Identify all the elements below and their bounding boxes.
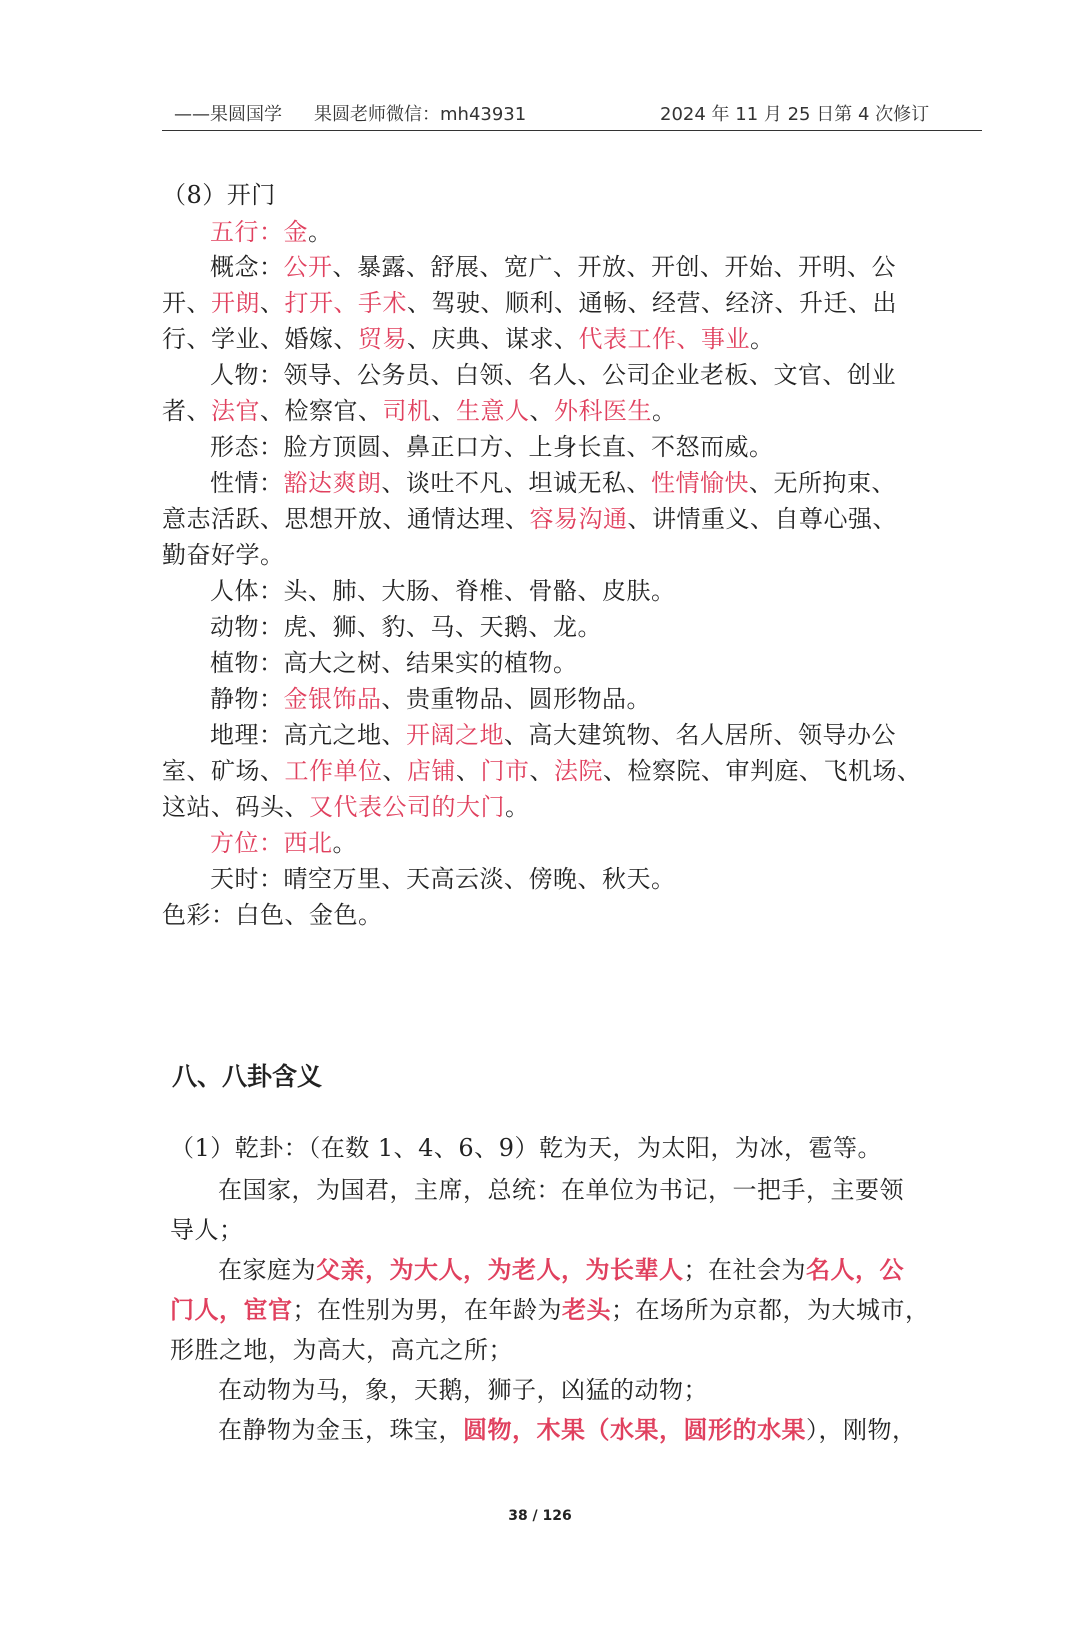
people-seg: 生意人 bbox=[456, 397, 530, 425]
concept-seg: 行、学业、婚嫁、 bbox=[162, 325, 358, 353]
people-seg: 司机 bbox=[382, 397, 432, 425]
concept-seg: 贸易 bbox=[358, 325, 407, 353]
qian-country-2: 导人； bbox=[170, 1216, 244, 1244]
objects-seg: 金银饰品 bbox=[283, 685, 382, 713]
concept-seg: 开朗 bbox=[211, 289, 260, 317]
direction-text: 方位：西北 bbox=[210, 829, 333, 857]
qian-seg: ；在场所为京都，为大城市， bbox=[611, 1296, 930, 1324]
people-line-1 bbox=[210, 360, 896, 390]
concept-line-1 bbox=[210, 252, 896, 282]
plants-line: 植物：高大之树、结果实的植物。 bbox=[210, 649, 578, 677]
geography-seg: 门市 bbox=[480, 757, 530, 785]
qian-seg: 在家庭为 bbox=[218, 1256, 316, 1284]
header-divider bbox=[162, 130, 982, 131]
geography-seg: 、 bbox=[456, 757, 481, 785]
qian-animals: 在动物为马，象，天鹅，狮子，凶猛的动物； bbox=[218, 1376, 708, 1404]
qian-seg: 父亲，为大人，为老人，为长辈人 bbox=[316, 1255, 684, 1284]
geography-seg: 这站、码头、 bbox=[162, 793, 309, 821]
qian-family-line-3: 形胜之地，为高大，高亢之所； bbox=[170, 1336, 513, 1364]
people-seg: 、 bbox=[529, 397, 554, 425]
people-seg: 、 bbox=[431, 397, 456, 425]
header-wechat: 果圆老师微信：mh43931 bbox=[314, 104, 527, 125]
geography-seg: 工作单位 bbox=[284, 757, 383, 785]
concept-seg: 打开、手术 bbox=[284, 289, 407, 317]
weather-line: 天时：晴空万里、天高云淡、傍晚、秋天。 bbox=[210, 865, 676, 893]
section-heading: 八、八卦含义 bbox=[172, 1062, 323, 1091]
concept-line-3 bbox=[162, 324, 775, 354]
temperament-seg: 、无所拘束、 bbox=[749, 469, 896, 497]
temperament-line-2 bbox=[162, 504, 897, 534]
concept-seg: 代表工作、事业 bbox=[578, 325, 750, 353]
qian-seg: 老头 bbox=[562, 1295, 611, 1324]
qian-country-1: 在国家，为国君，主席，总统：在单位为书记，一把手，主要领 bbox=[218, 1176, 904, 1204]
header-revision: 2024 年 11 月 25 日第 4 次修订 bbox=[660, 104, 930, 125]
temperament-seg: 性情： bbox=[210, 469, 284, 497]
people-seg: 外科医生 bbox=[554, 397, 652, 425]
body-line: 人体：头、肺、大肠、脊椎、骨骼、皮肤。 bbox=[210, 577, 676, 605]
objects-seg: 静物： bbox=[210, 685, 284, 713]
temperament-seg: 豁达爽朗 bbox=[283, 469, 382, 497]
temperament-line-3: 勤奋好学。 bbox=[162, 541, 285, 569]
geography-seg: 开阔之地 bbox=[406, 721, 504, 749]
animals-line: 动物：虎、狮、豹、马、天鹅、龙。 bbox=[210, 613, 602, 641]
concept-seg: 概念： bbox=[210, 253, 284, 281]
objects-seg: 、贵重物品、圆形物品。 bbox=[381, 685, 651, 713]
temperament-seg: 性情愉快 bbox=[651, 469, 749, 497]
qian-seg: 圆物，木果（水果，圆形的水果 bbox=[463, 1415, 806, 1444]
qian-seg: 名人，公 bbox=[806, 1255, 904, 1284]
section-title: （8）开门 bbox=[162, 181, 276, 209]
people-line-2 bbox=[162, 396, 677, 426]
concept-seg: 。 bbox=[750, 325, 775, 353]
geography-seg: 。 bbox=[505, 793, 530, 821]
concept-seg: 公开 bbox=[283, 253, 333, 281]
geography-seg: 店铺 bbox=[407, 757, 456, 785]
people-seg: 。 bbox=[652, 397, 677, 425]
people-seg: 人物：领导、公务员、白领、名人、公司企业老板、文官、创业 bbox=[210, 361, 896, 389]
geography-seg: 、高大建筑物、名人居所、领导办公 bbox=[504, 721, 896, 749]
concept-line-2 bbox=[162, 288, 897, 318]
colors-line: 色彩：白色、金色。 bbox=[162, 901, 383, 929]
people-seg: 、检察官、 bbox=[260, 397, 383, 425]
geography-seg: 室、矿场、 bbox=[162, 757, 285, 785]
people-seg: 者、 bbox=[162, 397, 211, 425]
qian-seg: 在静物为金玉，珠宝， bbox=[218, 1416, 463, 1444]
geography-seg: 又代表公司的大门 bbox=[309, 793, 505, 821]
qian-seg: ；在社会为 bbox=[683, 1256, 806, 1284]
geography-line-2 bbox=[162, 756, 922, 786]
temperament-seg: 容易沟通 bbox=[529, 505, 628, 533]
wuxing-line: 五行：金。 bbox=[210, 218, 333, 246]
concept-seg: 、庆典、谋求、 bbox=[407, 325, 579, 353]
geography-line-1 bbox=[210, 720, 896, 750]
temperament-seg: 意志活跃、思想开放、通情达理、 bbox=[162, 505, 530, 533]
qian-family-line-2 bbox=[170, 1295, 930, 1325]
temperament-seg: 、谈吐不凡、坦诚无私、 bbox=[381, 469, 651, 497]
form-line: 形态：脸方顶圆、鼻正口方、上身长直、不怒而威。 bbox=[210, 433, 774, 461]
temperament-seg: 、讲情重义、自尊心强、 bbox=[627, 505, 897, 533]
geography-seg: 法院 bbox=[554, 757, 603, 785]
page-number: 38 / 126 bbox=[508, 1508, 572, 1524]
geography-seg: 、 bbox=[529, 757, 554, 785]
objects-line bbox=[210, 684, 651, 714]
wuxing-text: 五行：金 bbox=[210, 218, 308, 246]
geography-seg: 地理：高亢之地、 bbox=[210, 721, 406, 749]
temperament-line-1 bbox=[210, 468, 896, 498]
people-seg: 法官 bbox=[211, 397, 260, 425]
qian-seg: 门人，宦官 bbox=[170, 1295, 293, 1324]
header-brand: ——果圆国学 bbox=[174, 104, 282, 125]
concept-seg: 、驾驶、顺利、通畅、经营、经济、升迁、出 bbox=[407, 289, 897, 317]
geography-line-3 bbox=[162, 792, 530, 822]
qian-seg: ；在性别为男，在年龄为 bbox=[292, 1296, 562, 1324]
qian-objects bbox=[218, 1415, 917, 1445]
direction-line: 方位：西北。 bbox=[210, 829, 357, 857]
qian-family-line-1 bbox=[218, 1255, 904, 1285]
geography-seg: 、 bbox=[382, 757, 407, 785]
qian-line-1: （1）乾卦：（在数 1、4、6、9）乾为天，为太阳，为冰，雹等。 bbox=[170, 1134, 882, 1162]
header-left bbox=[174, 100, 558, 126]
qian-seg: ），刚物， bbox=[806, 1416, 917, 1444]
concept-seg: 、暴露、舒展、宽广、开放、开创、开始、开明、公 bbox=[332, 253, 896, 281]
concept-seg: 、 bbox=[260, 289, 285, 317]
concept-seg: 开、 bbox=[162, 289, 211, 317]
geography-seg: 、检察院、审判庭、飞机场、 bbox=[603, 757, 922, 785]
